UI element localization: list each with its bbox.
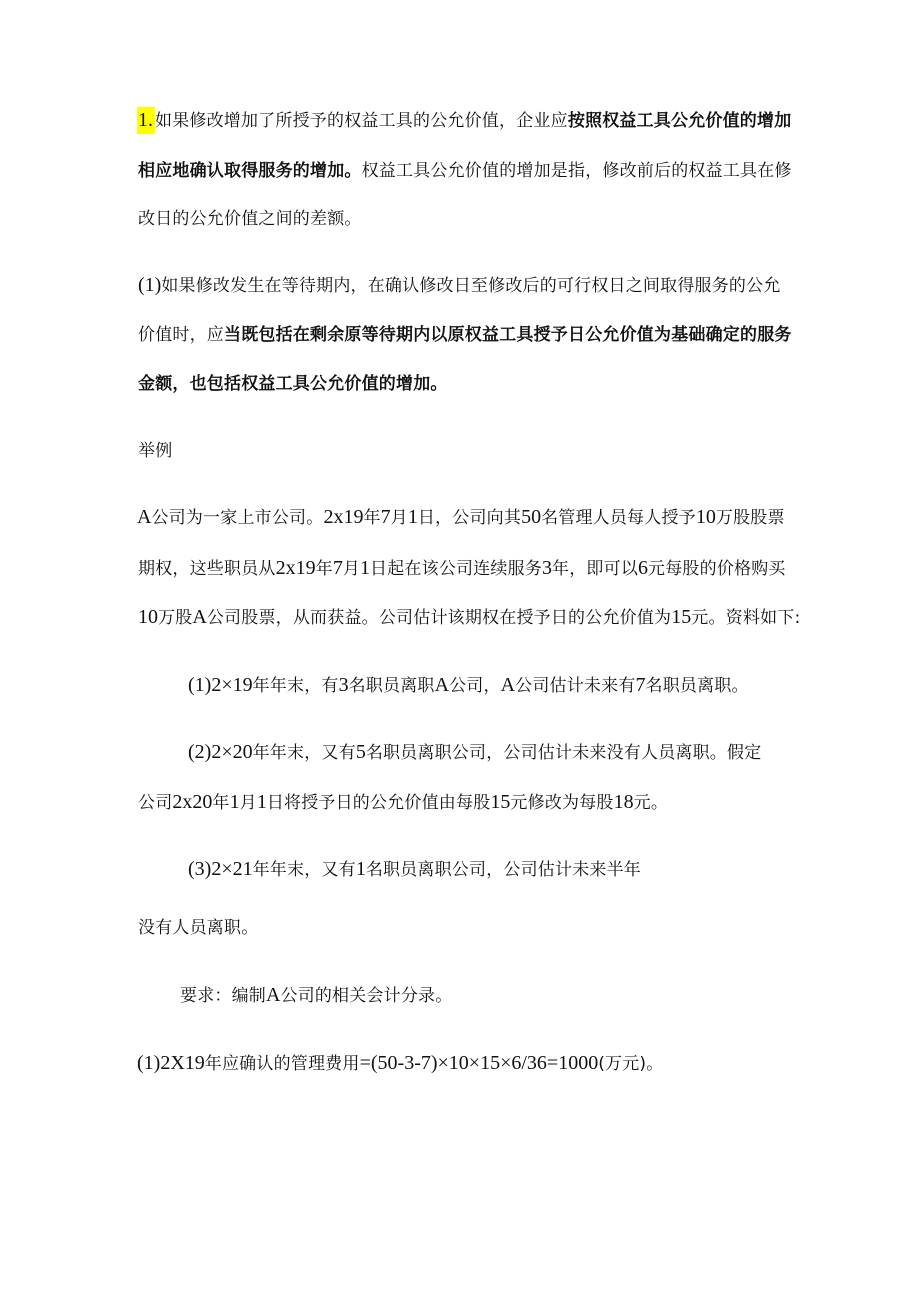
text-segment: (3) bbox=[188, 858, 212, 880]
example-heading bbox=[138, 439, 172, 463]
text-segment: 名职员离职 bbox=[348, 676, 435, 696]
answer-line bbox=[137, 1051, 663, 1076]
text-segment: 名职员离职。 bbox=[645, 676, 749, 696]
text-segment: 公司的相关会计分录。 bbox=[280, 986, 453, 1006]
text-segment: 元每股的价格购买 bbox=[648, 559, 786, 579]
text-segment: 15 bbox=[490, 791, 511, 813]
text-segment: 3 bbox=[542, 557, 553, 579]
text-segment: 年 bbox=[212, 793, 230, 813]
text-segment: 日将授予日的公允价值由每股 bbox=[266, 793, 491, 813]
requirement-line bbox=[180, 983, 452, 1008]
highlighted-list-marker: 1. bbox=[137, 107, 155, 134]
text-segment: 10 bbox=[138, 606, 158, 628]
para1-l1-normal: 如果修改增加了所授予的权益工具的公允价值，企业应 bbox=[155, 111, 568, 131]
text-segment: A bbox=[500, 674, 516, 696]
text-segment: 年应确认的管理费用 bbox=[204, 1054, 360, 1074]
text-segment: 2×21 bbox=[211, 858, 253, 880]
text-segment: 2×20 bbox=[211, 741, 253, 763]
text-segment: 7 bbox=[635, 674, 646, 696]
text-segment: A bbox=[192, 606, 207, 628]
text-segment: 日起在该公司连续服务 bbox=[370, 559, 543, 579]
text-segment: 要求：编制 bbox=[180, 986, 266, 1006]
text-segment: 5 bbox=[355, 741, 366, 763]
para1-l1-bold: 按照权益工具公允价值的增加 bbox=[567, 111, 792, 131]
text-segment: 15 bbox=[671, 606, 692, 628]
text-segment: 公司股票，从而获益。公司估计该期权在授予日的公允价值为 bbox=[206, 608, 672, 628]
text-segment: 年 bbox=[363, 508, 381, 528]
example-line1 bbox=[137, 505, 785, 530]
text-segment: 万股 bbox=[158, 608, 193, 628]
text-segment: (2) bbox=[188, 741, 212, 763]
text-segment: 2x20 bbox=[172, 791, 213, 813]
text-segment: 6 bbox=[638, 557, 649, 579]
text-segment: 1 bbox=[360, 557, 371, 579]
text-segment: 10 bbox=[695, 506, 716, 528]
para1-line2 bbox=[138, 159, 792, 183]
para2-line2 bbox=[138, 323, 792, 347]
text-segment: 元。资料如下: bbox=[691, 608, 801, 628]
text-segment: 公司为一家上市公司。 bbox=[151, 508, 324, 528]
para2-l2-bold: 当既包括在剩余原等待期内以原权益工具授予日公允价值为基础确定的服务 bbox=[224, 325, 792, 345]
text-segment: A bbox=[137, 506, 152, 528]
text-segment: 年年末，又有 bbox=[252, 860, 356, 880]
text-segment: 公司， bbox=[449, 676, 501, 696]
text-segment: 年年末，又有 bbox=[252, 743, 356, 763]
text-segment: 公司 bbox=[138, 793, 173, 813]
text-segment: 2x19 bbox=[323, 506, 364, 528]
text-segment: 2×19 bbox=[211, 674, 253, 696]
text-segment: 7 bbox=[380, 506, 391, 528]
text-segment: 年年末，有 bbox=[252, 676, 339, 696]
para2-l3-bold: 金额，也包括权益工具公允价值的增加。 bbox=[138, 374, 448, 394]
para1-l2-normal: 权益工具公允价值的增加是指，修改前后的权益工具在修 bbox=[361, 161, 792, 181]
text-segment: 1 bbox=[256, 791, 267, 813]
text-segment: 元修改为每股 bbox=[510, 793, 614, 813]
text-segment: 18 bbox=[613, 791, 634, 813]
text-segment: 名职员离职公司，公司估计未来半年 bbox=[365, 860, 642, 880]
text-segment: 公司估计未来有 bbox=[515, 676, 636, 696]
para2-line3 bbox=[138, 372, 448, 396]
text-segment: 日，公司向其 bbox=[417, 508, 522, 528]
text-segment: A bbox=[266, 984, 281, 1006]
text-segment: 没有人员离职。 bbox=[138, 918, 259, 938]
text-segment: 月 bbox=[239, 793, 257, 813]
para1-l3-normal: 改日的公允价值之间的差额。 bbox=[138, 209, 362, 229]
text-segment: 年 bbox=[315, 559, 333, 579]
para1-line1 bbox=[137, 108, 791, 133]
text-segment: (万元)。 bbox=[598, 1054, 664, 1074]
text-segment: 1 bbox=[407, 506, 418, 528]
formula: =(50-3-7)×10×15×6/36=1000 bbox=[359, 1052, 599, 1074]
text-segment: 元。 bbox=[633, 793, 669, 813]
example-line3 bbox=[138, 605, 800, 630]
para2-prefix: (1) bbox=[138, 274, 162, 296]
text-segment: 1 bbox=[229, 791, 240, 813]
text-segment: 期权，这些职员从 bbox=[138, 559, 276, 579]
item-2-line2 bbox=[138, 790, 668, 815]
text-segment: A bbox=[434, 674, 450, 696]
text-segment: 名管理人员每人授予 bbox=[541, 508, 696, 528]
text-segment: 7 bbox=[332, 557, 343, 579]
item-1 bbox=[188, 673, 749, 698]
text-segment: 月 bbox=[342, 559, 361, 579]
text-segment: (1) bbox=[188, 674, 212, 696]
text-segment: 1 bbox=[355, 858, 366, 880]
text-segment: 名职员离职公司，公司估计未来没有人员离职。假定 bbox=[365, 743, 762, 763]
text-segment: 年，即可以 bbox=[552, 559, 639, 579]
text-segment: 50 bbox=[521, 506, 542, 528]
text-segment: 月 bbox=[390, 508, 408, 528]
example-heading-text: 举例 bbox=[138, 441, 173, 461]
para1-l2-bold: 相应地确认取得服务的增加。 bbox=[138, 161, 362, 181]
para1-line3 bbox=[138, 207, 362, 231]
para2-l2-normal: 价值时，应 bbox=[138, 325, 224, 345]
text-segment: 2X19 bbox=[160, 1052, 205, 1074]
item-2-line1 bbox=[188, 740, 761, 765]
text-segment: (1) bbox=[137, 1052, 161, 1074]
para2-line1 bbox=[138, 273, 781, 298]
para2-l1-normal: 如果修改发生在等待期内，在确认修改日至修改后的可行权日之间取得服务的公允 bbox=[161, 276, 781, 296]
text-segment: 万股股票 bbox=[715, 508, 785, 528]
text-segment: 3 bbox=[338, 674, 349, 696]
item-3-line2 bbox=[138, 916, 258, 940]
item-3-line1 bbox=[188, 857, 641, 882]
example-line2 bbox=[138, 556, 786, 581]
text-segment: 2x19 bbox=[275, 557, 316, 579]
